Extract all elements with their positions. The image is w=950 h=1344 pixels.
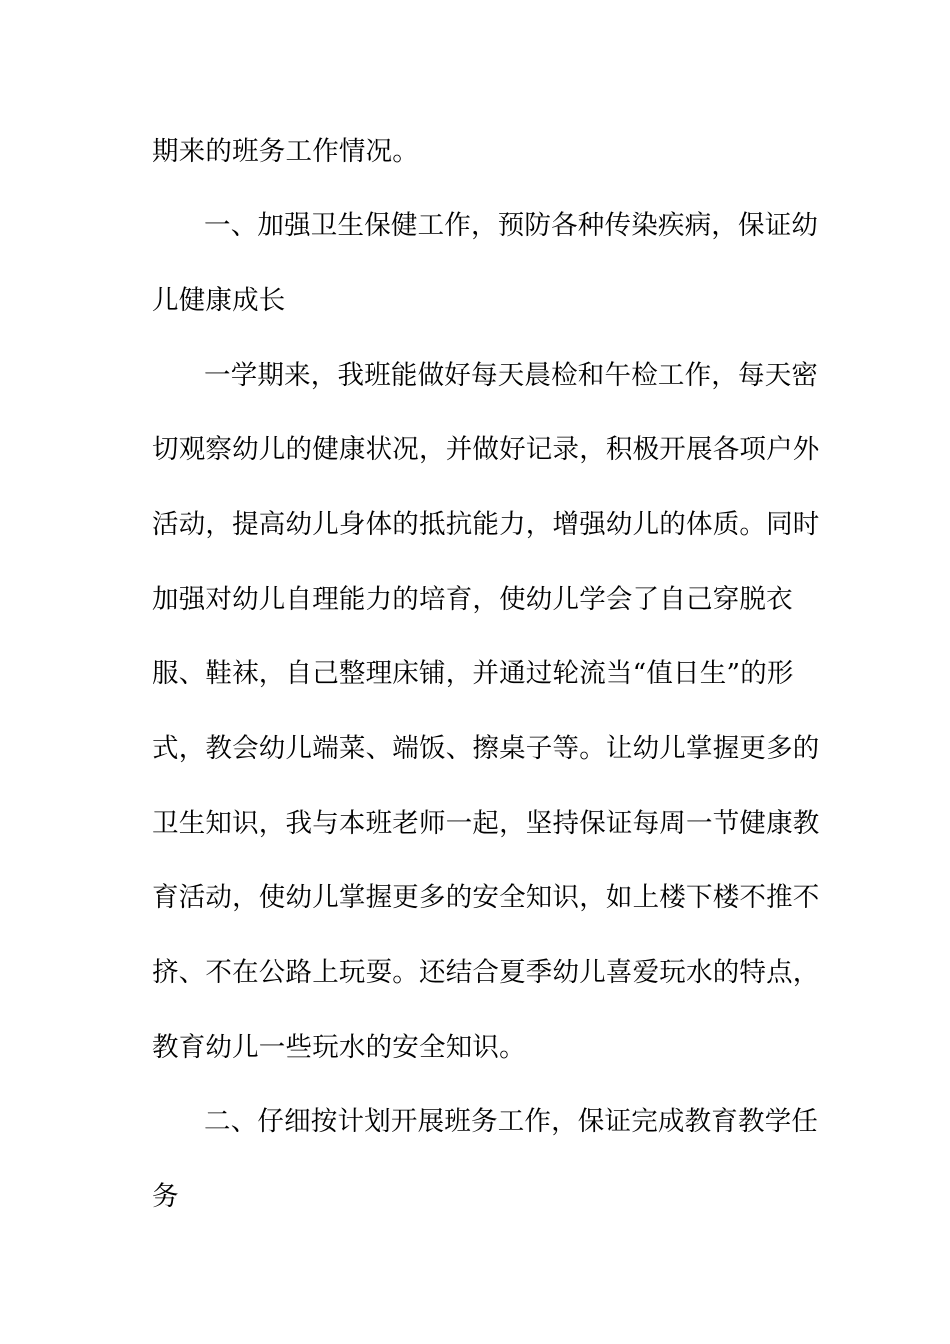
paragraph-line: 一学期来，我班能做好每天晨检和午检工作，每天密 (204, 360, 819, 391)
paragraph-line: 活动，提高幼儿身体的抵抗能力，增强幼儿的体质。同时 (152, 509, 820, 540)
paragraph-line: 教育幼儿一些玩水的安全知识。 (152, 1032, 526, 1063)
section-heading-line: 一、加强卫生保健工作，预防各种传染疾病，保证幼 (204, 210, 819, 241)
paragraph-line: 期来的班务工作情况。 (152, 136, 419, 167)
paragraph-line: 挤、不在公路上玩耍。还结合夏季幼儿喜爱玩水的特点， (152, 957, 820, 988)
paragraph-line: 育活动，使幼儿掌握更多的安全知识，如上楼下楼不推不 (152, 882, 820, 913)
section-heading-line: 儿健康成长 (152, 285, 286, 316)
paragraph-line: 卫生知识，我与本班老师一起，坚持保证每周一节健康教 (152, 808, 820, 839)
paragraph-line: 切观察幼儿的健康状况，并做好记录，积极开展各项户外 (152, 434, 820, 465)
section-heading-line: 二、仔细按计划开展班务工作，保证完成教育教学任 (204, 1106, 819, 1137)
paragraph-line: 服、鞋袜，自己整理床铺，并通过轮流当“值日生”的形 (152, 658, 794, 689)
paragraph-line: 式，教会幼儿端菜、端饭、擦桌子等。让幼儿掌握更多的 (152, 733, 820, 764)
section-heading-line: 务 (152, 1181, 179, 1212)
paragraph-line: 加强对幼儿自理能力的培育，使幼儿学会了自己穿脱衣 (152, 584, 793, 615)
